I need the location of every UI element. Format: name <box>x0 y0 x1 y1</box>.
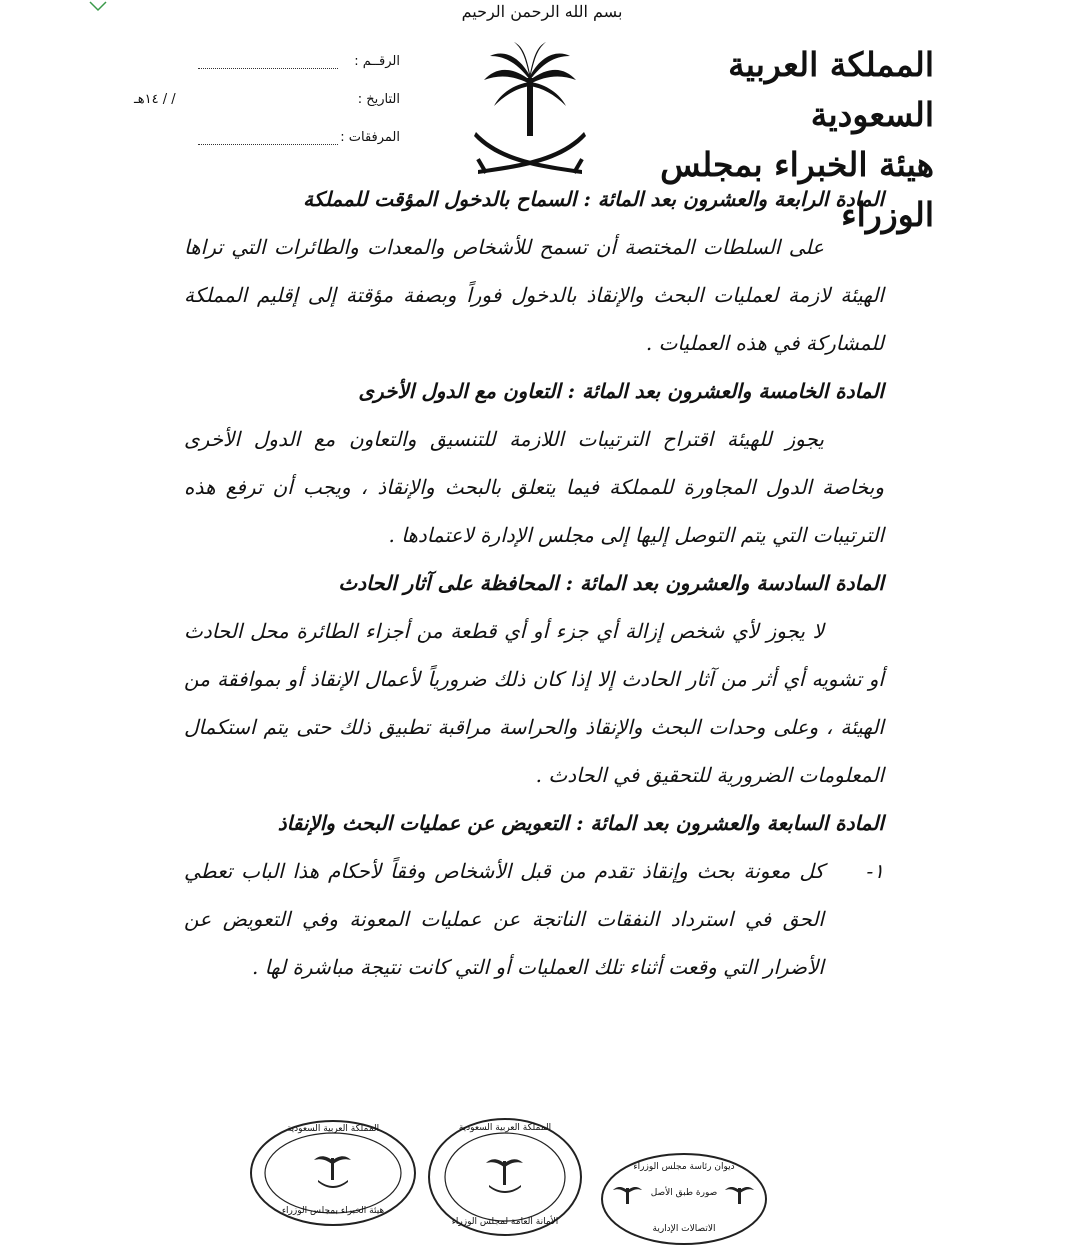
date-label: التاريخ : <box>357 92 400 107</box>
article-126-text: لا يجوز لأي شخص إزالة أي جزء أو أي قطعة من أجزاء الطائرة محل الحادث أو تشويه أي أثر من آثار الحادث إلا إذا كان ذلك ضرورياً لأعمال الإنقاذ أو بموافقة من الهيئة ، وعلى وحدات البحث والإنقاذ والحراسة مراقبة تطبيق ذلك حتى يتم استكمال المعلومات الضرورية للتحقيق في الحادث . <box>184 619 884 787</box>
saudi-emblem-icon <box>470 40 590 180</box>
stamp-2-top-text: المملكة العربية السعودية <box>458 1123 552 1133</box>
document-body <box>184 175 884 991</box>
reference-fields <box>130 48 400 162</box>
kingdom-name: المملكة العربية السعودية <box>728 45 934 134</box>
corner-tick-mark <box>88 0 108 12</box>
stamp-3-line-2: صورة طبق الأصل <box>650 1188 718 1198</box>
attachments-field <box>130 124 400 162</box>
stamp-true-copy <box>598 1150 770 1248</box>
number-line <box>198 68 338 69</box>
number-field <box>130 48 400 86</box>
article-124-text: على السلطات المختصة أن تسمح للأشخاص والمعدات والطائرات التي تراها الهيئة لازمة لعمليات البحث والإنقاذ بالدخول فوراً وبصفة مؤقتة إلى إقليم المملكة للمشاركة في هذه العمليات . <box>184 235 884 355</box>
stamp-council-secretariat <box>425 1115 585 1240</box>
date-field <box>130 86 400 124</box>
article-127-item-1 <box>184 847 884 991</box>
article-124-heading: المادة الرابعة والعشرون بعد المائة : السماح بالدخول المؤقت للمملكة <box>303 187 884 211</box>
basmala: بسم الله الرحمن الرحيم <box>461 2 623 21</box>
date-value: / / ١٤هـ <box>134 92 176 107</box>
article-125-heading: المادة الخامسة والعشرون بعد المائة : التعاون مع الدول الأخرى <box>358 379 884 403</box>
stamp-experts-commission <box>248 1118 418 1228</box>
attachments-line <box>198 144 338 145</box>
article-127-item-1-text: كل معونة بحث وإنقاذ تقدم من قبل الأشخاص وفقاً لأحكام هذا الباب تعطي الحق في استرداد النفقات الناتجة عن عمليات المعونة وفي التعويض عن الأضرار التي وقعت أثناء تلك العمليات أو التي كانت نتيجة مباشرة لها . <box>184 859 824 979</box>
stamp-1-bottom-text: هيئة الخبراء بمجلس الوزراء <box>281 1206 385 1216</box>
article-126-heading: المادة السادسة والعشرون بعد المائة : المحافظة على آثار الحادث <box>338 571 884 595</box>
article-125-text: يجوز للهيئة اقتراح الترتيبات اللازمة للتنسيق والتعاون مع الدول الأخرى وبخاصة الدول المجاورة للمملكة فيما يتعلق بالبحث والإنقاذ ، ويجب أن ترفع هذه الترتيبات التي يتم التوصل إليها إلى مجلس الإدارة لاعتمادها . <box>184 427 884 547</box>
stamp-1-top-text: المملكة العربية السعودية <box>286 1124 380 1134</box>
stamp-2-bottom-text: الأمانة العامة لمجلس الوزراء <box>451 1217 559 1227</box>
item-number: ١- <box>866 859 884 883</box>
article-127-heading: المادة السابعة والعشرون بعد المائة : التعويض عن عمليات البحث والإنقاذ <box>277 811 884 835</box>
stamp-3-line-1: ديوان رئاسة مجلس الوزراء <box>633 1162 735 1172</box>
authority-name: هيئة الخبراء بمجلس الوزراء <box>660 145 934 234</box>
number-label: الرقــم : <box>354 54 400 69</box>
attachments-label: المرفقات : <box>340 130 400 145</box>
stamp-3-line-3: الاتصالات الإدارية <box>652 1224 716 1234</box>
